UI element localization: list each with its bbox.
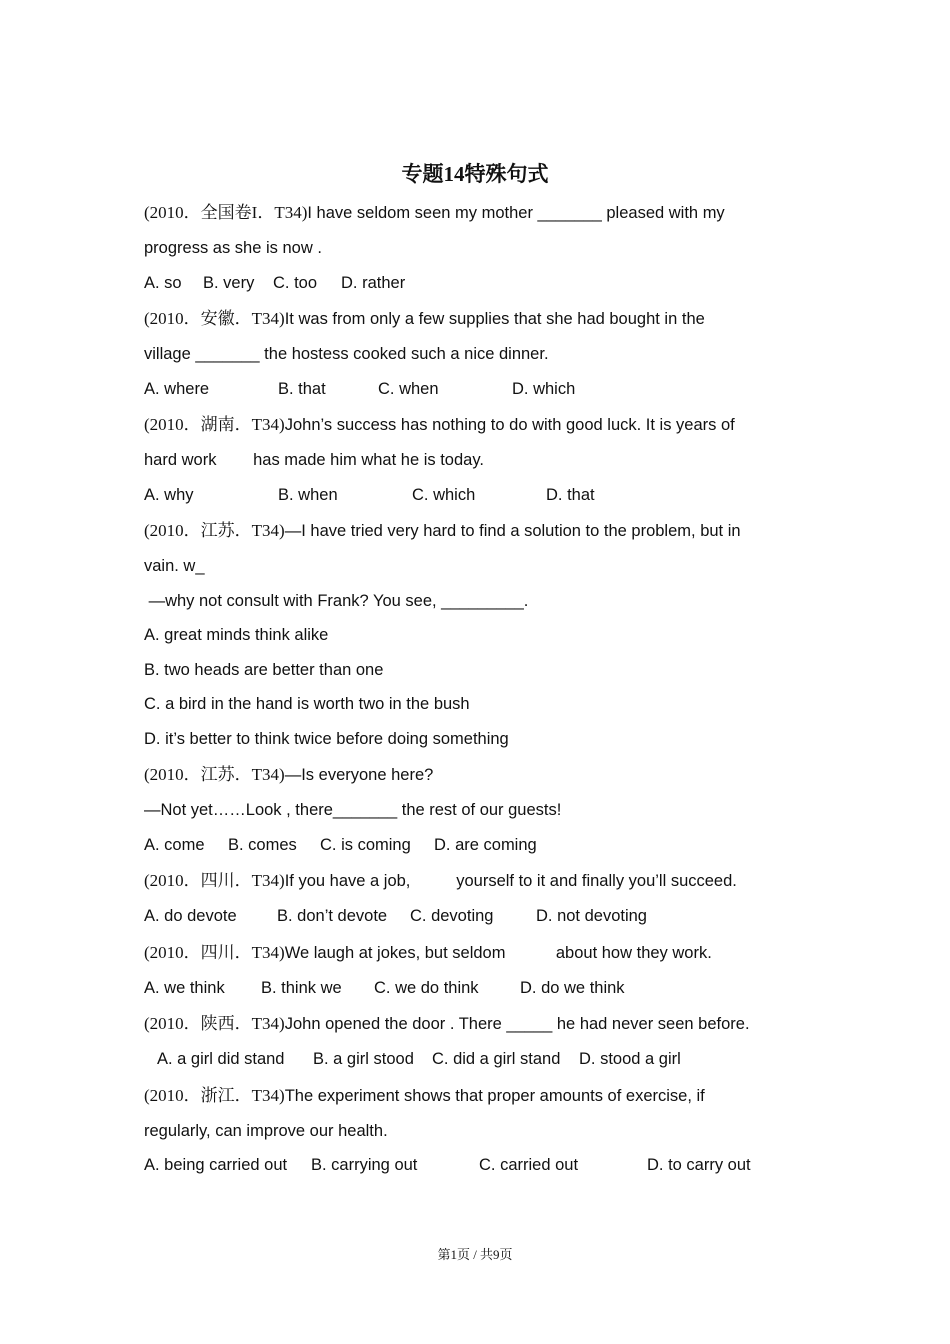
options-row xyxy=(144,372,810,407)
question-stem: (2010．江苏．T34)—I have tried very hard to find a solution to the problem, but in xyxy=(144,521,741,540)
option-d: D. do we think xyxy=(520,978,625,997)
option-d: D. to carry out xyxy=(647,1156,751,1174)
options-row xyxy=(144,828,810,863)
question-dialogue-reply: —why not consult with Frank? You see, _________. xyxy=(144,591,529,610)
option-d: D. which xyxy=(512,379,576,398)
page-footer: 第1页 / 共9页 xyxy=(437,1247,513,1262)
question-source: (2010．江苏．T34) xyxy=(144,521,285,540)
option-b: B. think we xyxy=(261,978,342,997)
question-source: (2010．四川．T34) xyxy=(144,871,285,890)
question-source: (2010．湖南．T34) xyxy=(144,415,285,434)
options-row xyxy=(144,478,810,513)
question-stem-continued: hard work has made him what he is today. xyxy=(144,451,484,469)
question-stem: (2010．浙江．T34)The experiment shows that proper amounts of exercise, if xyxy=(144,1085,705,1105)
option-a: A. great minds think alike xyxy=(144,626,329,644)
option-d: D. are coming xyxy=(434,835,537,854)
option-a: A. a girl did stand xyxy=(157,1050,285,1068)
question-source: (2010．浙江．T34) xyxy=(144,1085,285,1105)
option-b: B. two heads are better than one xyxy=(144,660,384,679)
option-d: D. rather xyxy=(341,273,406,292)
option-a: A. why xyxy=(144,485,194,504)
question-stem: (2010．全国卷I．T34)I have seldom seen my mother _______ pleased with my xyxy=(144,203,725,222)
option-c: C. which xyxy=(412,485,476,504)
option-c: C. too xyxy=(273,273,318,292)
options-row xyxy=(144,1148,810,1183)
option-b: B. very xyxy=(203,273,255,292)
question-stem-continued: regularly, can improve our health. xyxy=(144,1121,388,1140)
option-a: A. come xyxy=(144,835,205,854)
option-b: B. that xyxy=(278,379,326,398)
question-9 xyxy=(144,1077,810,1183)
option-b: B. a girl stood xyxy=(313,1050,414,1068)
question-4 xyxy=(144,512,810,756)
option-c: C. carried out xyxy=(479,1156,579,1174)
question-source: (2010．安徽．T34) xyxy=(144,309,285,328)
option-c: C. we do think xyxy=(374,978,479,997)
question-source: (2010．四川．T34) xyxy=(144,942,285,962)
option-a: A. being carried out xyxy=(144,1156,288,1174)
option-c: C. is coming xyxy=(320,835,411,854)
option-d: D. not devoting xyxy=(536,907,647,925)
question-3 xyxy=(144,406,810,512)
question-1 xyxy=(144,194,810,300)
options-row xyxy=(144,1042,810,1077)
question-2 xyxy=(144,300,810,406)
option-a: A. so xyxy=(144,273,182,292)
question-stem-continued: progress as she is now . xyxy=(144,239,322,257)
option-c: C. did a girl stand xyxy=(432,1050,561,1068)
option-b: B. carrying out xyxy=(311,1156,418,1174)
option-c: C. devoting xyxy=(410,907,494,925)
question-source: (2010．陕西．T34) xyxy=(144,1014,285,1033)
question-stem: (2010．四川．T34)We laugh at jokes, but seldom about how they work. xyxy=(144,942,712,962)
option-b: B. when xyxy=(278,485,338,504)
question-5 xyxy=(144,756,810,862)
question-stem: (2010．安徽．T34)It was from only a few supplies that she had bought in the xyxy=(144,309,705,328)
question-6 xyxy=(144,862,810,934)
option-d: D. stood a girl xyxy=(579,1050,681,1068)
options-row xyxy=(144,899,810,934)
option-a: A. we think xyxy=(144,978,225,997)
question-stem: (2010．湖南．T34)John’s success has nothing to do with good luck. It is years of xyxy=(144,415,735,434)
document-title: 专题14特殊句式 xyxy=(401,162,549,186)
option-c: C. a bird in the hand is worth two in the bush xyxy=(144,695,470,713)
option-a: A. do devote xyxy=(144,907,237,925)
question-stem: (2010．陕西．T34)John opened the door . There _____ he had never seen before. xyxy=(144,1014,750,1033)
question-source: (2010．江苏．T34) xyxy=(144,765,285,784)
question-source: (2010．全国卷I．T34) xyxy=(144,203,308,222)
option-c: C. when xyxy=(378,379,439,398)
question-stem: (2010．四川．T34)If you have a job, yourself to it and finally you’ll succeed. xyxy=(144,871,737,890)
question-list xyxy=(144,194,810,1183)
question-8 xyxy=(144,1005,810,1077)
option-b: B. don’t devote xyxy=(277,907,388,925)
options-row xyxy=(144,971,810,1006)
question-stem-continued: vain. w_ xyxy=(144,557,205,575)
question-stem-continued: village _______ the hostess cooked such a nice dinner. xyxy=(144,345,549,363)
question-7 xyxy=(144,934,810,1006)
question-dialogue-reply: —Not yet……Look , there_______ the rest of our guests! xyxy=(144,801,562,819)
question-stem: (2010．江苏．T34)—Is everyone here? xyxy=(144,765,434,784)
option-b: B. comes xyxy=(228,835,297,854)
option-d: D. that xyxy=(546,485,595,504)
option-d: D. it’s better to think twice before doing something xyxy=(144,729,509,748)
options-row xyxy=(144,266,810,301)
option-a: A. where xyxy=(144,379,210,398)
